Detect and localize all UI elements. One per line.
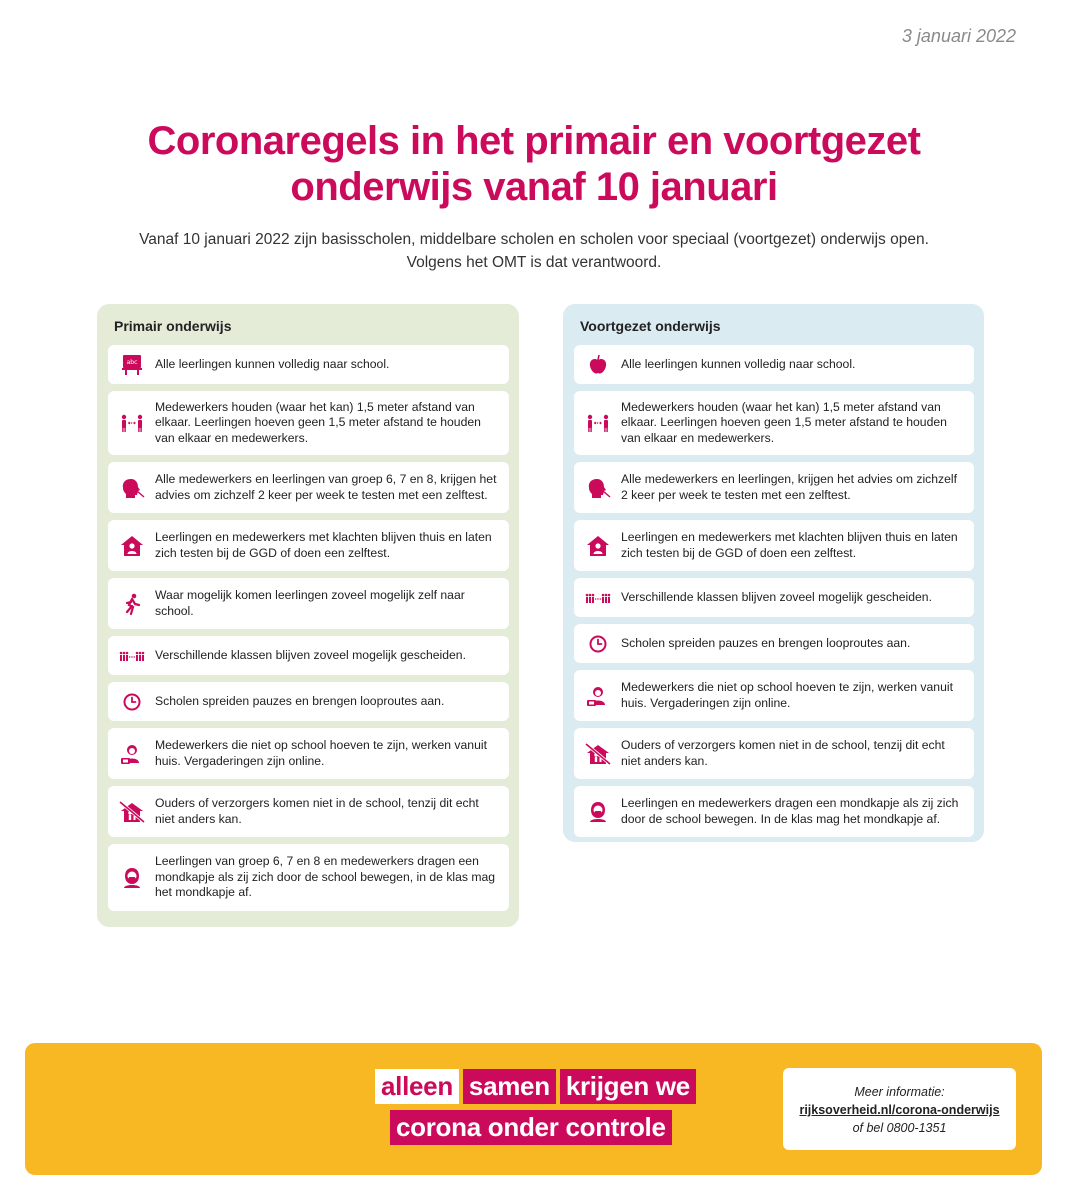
- rule-item: [574, 520, 974, 571]
- apple-icon: [584, 353, 612, 377]
- rule-text: Medewerkers die niet op school hoeven te zijn, werken vanuit huis. Vergaderingen zijn online.: [155, 738, 487, 768]
- rule-text: Scholen spreiden pauzes en brengen looproutes aan.: [621, 635, 911, 650]
- rule-item: [108, 462, 509, 513]
- rule-text: Alle medewerkers en leerlingen, krijgen het advies om zichzelf 2 keer per week te testen met een zelftest.: [621, 472, 957, 502]
- rule-item: [574, 462, 974, 513]
- rule-item: [574, 728, 974, 779]
- rule-text: Medewerkers houden (waar het kan) 1,5 meter afstand van elkaar. Leerlingen hoeven geen 1,5 meter afstand te houden van elkaar en medewerkers.: [621, 399, 947, 445]
- rule-item: [108, 520, 509, 571]
- self-test-icon: [118, 476, 146, 500]
- rule-item: [574, 786, 974, 837]
- rule-text: Alle medewerkers en leerlingen van groep 6, 7 en 8, krijgen het advies om zichzelf 2 keer per week te testen met een zelftest.: [155, 472, 497, 502]
- distance-icon: [118, 411, 146, 435]
- rule-item: [574, 624, 974, 663]
- info-link[interactable]: rijksoverheid.nl/corona-onderwijs: [799, 1103, 1000, 1117]
- intro-text: [0, 228, 1068, 274]
- work-from-home-icon: [118, 742, 146, 766]
- rule-item: [108, 391, 509, 455]
- slogan-word-alleen: alleen: [375, 1069, 459, 1104]
- rule-item: [108, 345, 509, 384]
- page-title: [0, 118, 1068, 210]
- slogan: [375, 1069, 696, 1151]
- rule-text: Medewerkers die niet op school hoeven te zijn, werken vanuit huis. Vergaderingen zijn online.: [621, 680, 953, 710]
- walking-icon: [118, 592, 146, 616]
- rule-item: [574, 391, 974, 455]
- clock-icon: [118, 690, 146, 714]
- rule-item: [108, 844, 509, 911]
- rule-text: Verschillende klassen blijven zoveel mogelijk gescheiden.: [621, 589, 932, 604]
- groups-separated-icon: [118, 644, 146, 668]
- rule-text: Leerlingen van groep 6, 7 en 8 en medewerkers dragen een mondkapje als zij zich door de school bewegen, in de klas mag het mondkapje af.: [155, 854, 496, 900]
- vo-heading: Voortgezet onderwijs: [580, 318, 721, 334]
- info-phone: of bel 0800-1351: [852, 1121, 947, 1135]
- no-entry-school-icon: [118, 800, 146, 824]
- rule-text: Alle leerlingen kunnen volledig naar school.: [155, 356, 390, 371]
- rule-item: [574, 670, 974, 721]
- info-box: [783, 1068, 1016, 1150]
- slogan-word-krijgen-we: krijgen we: [560, 1069, 696, 1104]
- page-title-line-2: onderwijs vanaf 10 januari: [290, 165, 778, 209]
- distance-icon: [584, 411, 612, 435]
- date-label: 3 januari 2022: [901, 26, 1016, 46]
- work-from-home-icon: [584, 684, 612, 708]
- page-title-line-1: Coronaregels in het primair en voortgezet: [147, 119, 921, 163]
- rule-item: [108, 578, 509, 629]
- rule-text: Scholen spreiden pauzes en brengen looproutes aan.: [155, 693, 445, 708]
- groups-separated-icon: [584, 586, 612, 610]
- rule-item: [108, 636, 509, 675]
- info-banner: [25, 1043, 1042, 1175]
- face-mask-icon: [118, 866, 146, 890]
- slogan-word-samen: samen: [463, 1069, 556, 1104]
- rule-text: Leerlingen en medewerkers met klachten blijven thuis en laten zich testen bij de GGD of doen een zelftest.: [621, 530, 958, 560]
- rule-item: [574, 578, 974, 617]
- intro-line-1: Vanaf 10 januari 2022 zijn basisscholen, middelbare scholen en scholen voor speciaal (voortgezet) onderwijs open.: [139, 231, 929, 248]
- slogan-line-2: corona onder controle: [390, 1110, 672, 1145]
- intro-line-2: Volgens het OMT is dat verantwoord.: [406, 254, 662, 271]
- face-mask-icon: [584, 800, 612, 824]
- rule-text: Verschillende klassen blijven zoveel mogelijk gescheiden.: [155, 647, 466, 662]
- abc-board-icon: [118, 353, 146, 377]
- clock-icon: [584, 632, 612, 656]
- rule-text: Ouders of verzorgers komen niet in de school, tenzij dit echt niet anders kan.: [621, 738, 945, 768]
- rule-text: Waar mogelijk komen leerlingen zoveel mogelijk zelf naar school.: [155, 588, 465, 618]
- rule-item: [108, 786, 509, 837]
- rule-text: Leerlingen en medewerkers dragen een mondkapje als zij zich door de school bewegen. In de klas mag het mondkapje af.: [621, 796, 959, 826]
- info-label: Meer informatie:: [854, 1085, 945, 1099]
- self-test-icon: [584, 476, 612, 500]
- rule-item: [108, 682, 509, 721]
- no-entry-school-icon: [584, 742, 612, 766]
- home-icon: [584, 534, 612, 558]
- rule-text: Leerlingen en medewerkers met klachten blijven thuis en laten zich testen bij de GGD of doen een zelftest.: [155, 530, 492, 560]
- primair-heading: Primair onderwijs: [114, 318, 232, 334]
- vo-panel: [563, 304, 984, 842]
- rule-text: Medewerkers houden (waar het kan) 1,5 meter afstand van elkaar. Leerlingen hoeven geen 1,5 meter afstand te houden van elkaar en medewerkers.: [155, 399, 481, 445]
- rule-text: Ouders of verzorgers komen niet in de school, tenzij dit echt niet anders kan.: [155, 796, 479, 826]
- rule-item: [108, 728, 509, 779]
- rule-item: [574, 345, 974, 384]
- home-icon: [118, 534, 146, 558]
- svg-text:abc: abc: [126, 358, 138, 366]
- primair-panel: [97, 304, 519, 927]
- rule-text: Alle leerlingen kunnen volledig naar school.: [621, 356, 856, 371]
